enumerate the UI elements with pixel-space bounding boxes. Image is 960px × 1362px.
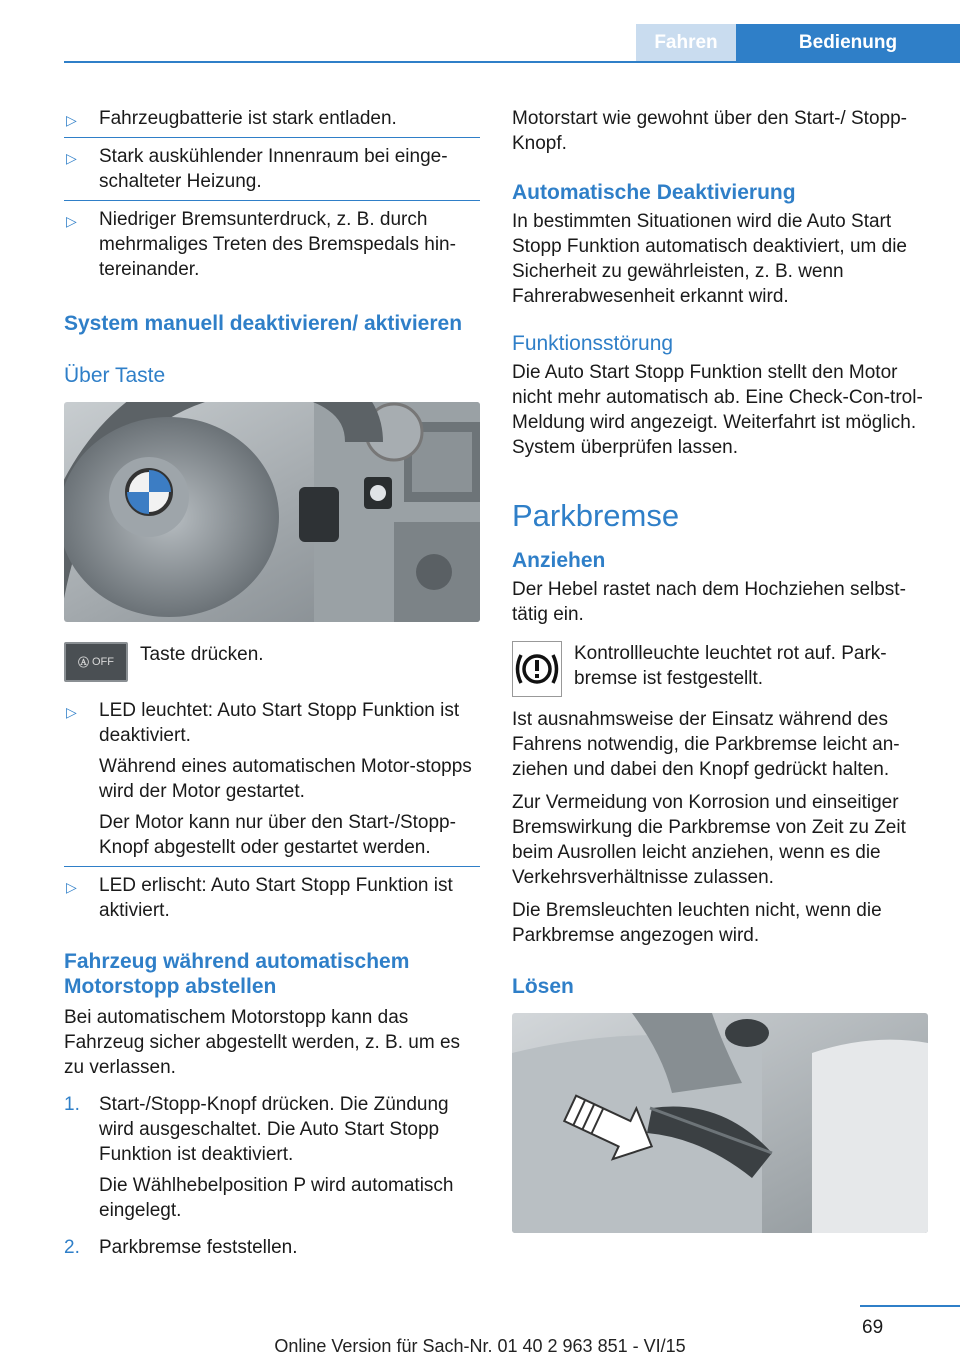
- taste-row: [64, 642, 480, 682]
- heading-loesen: Lösen: [512, 975, 574, 998]
- kontrollleuchte-row: [512, 641, 928, 697]
- footer-rule: [860, 1305, 960, 1307]
- heading-parkbremse: Parkbremse: [512, 498, 680, 533]
- triangle-bullet-icon: ▷: [66, 150, 77, 166]
- parking-brake-lever-image: [512, 1013, 928, 1233]
- taste-druecken-text: Taste drücken.: [140, 644, 264, 665]
- triangle-bullet-icon: ▷: [66, 704, 77, 720]
- auto-start-stop-icon: Ⓐ: [78, 657, 89, 669]
- list-item: ▷ LED erlischt: Auto Start Stopp Funktion ist aktiviert.: [66, 875, 453, 921]
- anziehen-paragraph: Der Hebel rastet nach dem Hochziehen selbst-tätig ein.: [512, 579, 906, 625]
- list-item: 2. Parkbremse feststellen.: [64, 1237, 298, 1258]
- steps-list: [64, 1086, 480, 1266]
- header-tab-fahren[interactable]: Fahren: [636, 24, 736, 62]
- auto-start-stop-off-button-icon: Ⓐ OFF: [64, 642, 128, 682]
- parking-brake-illustration: [512, 1013, 928, 1233]
- list-item: ▷ Stark auskühlender Innenraum bei einge-schalteter Heizung.: [64, 138, 480, 201]
- cockpit-illustration: [64, 402, 480, 622]
- list-item: ▷ Niedriger Bremsunterdruck, z. B. durch mehrmaliges Treten des Bremspedals hin-tereinander.: [66, 209, 456, 280]
- heading-abstellen: Fahrzeug während automatischem Motorstopp abstellen: [64, 950, 410, 998]
- triangle-bullet-icon: ▷: [66, 213, 77, 229]
- bullet-list-led: [64, 692, 480, 929]
- right-column: [512, 100, 928, 1233]
- header-tab-bedienung[interactable]: Bedienung: [736, 24, 960, 62]
- triangle-bullet-icon: ▷: [66, 879, 77, 895]
- cockpit-steering-wheel-image: [64, 402, 480, 622]
- list-item: ▷ Fahrzeugbatterie ist stark entladen.: [64, 100, 480, 138]
- paragraph-1: Ist ausnahmsweise der Einsatz während des Fahrens notwendig, die Parkbremse leicht an-ziehen und dabei den Knopf gedrückt halten.: [512, 709, 900, 780]
- abstellen-paragraph: Bei automatischem Motorstopp kann das Fahrzeug sicher abgestellt werden, z. B. um es zu verlassen.: [64, 1007, 461, 1078]
- triangle-bullet-icon: ▷: [66, 112, 77, 128]
- heading-anziehen: Anziehen: [512, 549, 606, 572]
- footer-online-version: Online Version für Sach-Nr. 01 40 2 963 851 - VI/15: [274, 1336, 686, 1356]
- left-column: [64, 100, 480, 1266]
- paragraph-3: Die Bremsleuchten leuchten nicht, wenn die Parkbremse angezogen wird.: [512, 900, 882, 946]
- header-rule: [64, 61, 960, 63]
- heading-automatische-deaktivierung: Automatische Deaktivierung: [512, 181, 796, 204]
- parking-brake-warning-icon: [512, 641, 562, 697]
- heading-manual-deactivate: System manuell deaktivieren/ aktivieren: [64, 312, 463, 335]
- list-item: ▷ LED leuchtet: Auto Start Stopp Funktion ist deaktiviert. Während eines automatischen Motor-stopps wird der Motor gestartet. Der Motor kann nur über den Start-/Stopp-Knopf abgestellt oder gestartet werden.: [64, 692, 480, 867]
- kontrollleuchte-text: Kontrollleuchte leuchtet rot auf. Park-bremse ist festgestellt.: [574, 643, 887, 689]
- bullet-list-conditions: [64, 100, 480, 288]
- list-item: 1. Start-/Stopp-Knopf drücken. Die Zündung wird ausgeschaltet. Die Auto Start Stopp Funktion ist deaktiviert. Die Wählhebelposition P wird automatisch eingelegt.: [64, 1094, 454, 1221]
- paragraph-2: Zur Vermeidung von Korrosion und einseitiger Bremswirkung die Parkbremse von Zeit zu Zeit beim Ausrollen leicht anziehen, wenn es die Verkehrsverhältnisse zulassen.: [512, 792, 906, 888]
- heading-funktionsstoerung: Funktionsstörung: [512, 332, 674, 355]
- stoerung-paragraph: Die Auto Start Stopp Funktion stellt den Motor nicht mehr automatisch ab. Eine Check-Con-trol-Meldung wird angezeigt. Weiterfahrt ist möglich. System überprüfen lassen.: [512, 362, 923, 458]
- page-number: 69: [862, 1317, 884, 1338]
- auto-deakt-paragraph: In bestimmten Situationen wird die Auto Start Stopp Funktion automatisch deaktiviert, um die Sicherheit zu gewährleisten, z. B. wenn Fahrerabwesenheit erkannt wird.: [512, 211, 907, 307]
- heading-ueber-taste: Über Taste: [64, 364, 166, 387]
- intro-paragraph: Motorstart wie gewohnt über den Start-/ Stopp-Knopf.: [512, 108, 907, 154]
